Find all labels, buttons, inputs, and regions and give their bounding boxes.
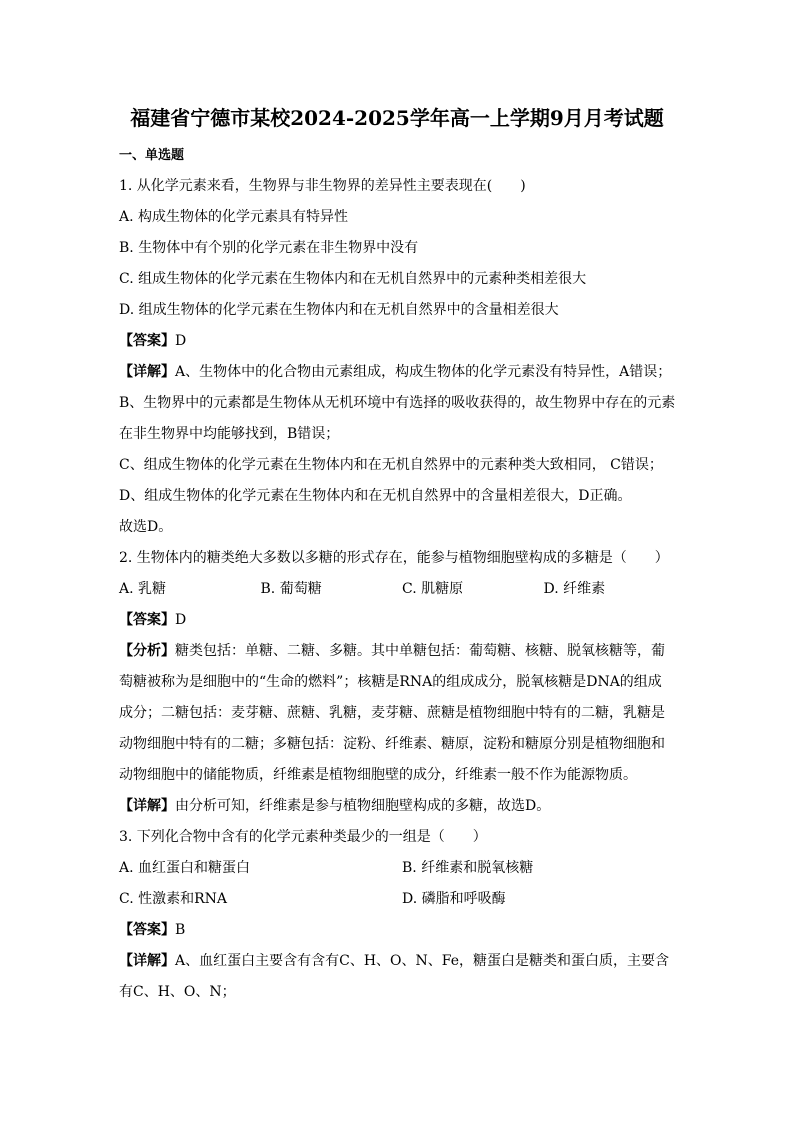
detail-text: A、血红蛋白主要含有含有C、H、O、N、Fe，糖蛋白是糖类和蛋白质，主要含 (175, 953, 669, 969)
option-c: C. 组成生物体的化学元素在生物体内和在无机自然界中的元素种类相差很大 (119, 271, 587, 287)
detail-line: C、组成生物体的化学元素在生物体内和在无机自然界中的元素种类大致相同， C错误； (119, 457, 663, 473)
detail-line (119, 946, 685, 977)
document-title: 福建省宁德市某校2024-2025学年高一上学期9月月考试题 (130, 106, 664, 130)
answer-line (119, 605, 685, 636)
question-3 (119, 822, 685, 1008)
option-a: A. 乳糖 (119, 581, 167, 597)
detail-line: 有C、H、O、N； (119, 984, 236, 1000)
analysis-tag: 【分析】 (119, 643, 175, 659)
detail-tag: 【详解】 (119, 953, 175, 969)
option-c: C. 肌糖原 (402, 581, 464, 597)
analysis-text: 糖类包括：单糖、二糖、多糖。其中单糖包括：葡萄糖、核糖、脱氧核糖等，葡 (175, 643, 665, 659)
document-body (119, 143, 685, 1008)
analysis-line (119, 636, 685, 667)
option-d: D. 磷脂和呼吸酶 (402, 891, 506, 907)
analysis-line: 动物细胞中特有的二糖；多糖包括：淀粉、纤维素、糖原，淀粉和糖原分别是植物细胞和 (119, 736, 665, 752)
detail-line: 故选D。 (119, 519, 173, 535)
detail-tag: 【详解】 (119, 798, 175, 814)
question-stem: 2. 生物体内的糖类绝大多数以多糖的形式存在，能参与植物细胞壁构成的多糖是（ ） (119, 550, 669, 566)
answer-value: D (175, 612, 187, 628)
answer-tag: 【答案】 (119, 922, 175, 938)
detail-line: B、生物界中的元素都是生物体从无机环境中有选择的吸收获得的，故生物界中存在的元素 (119, 395, 676, 411)
question-stem: 3. 下列化合物中含有的化学元素种类最少的一组是（ ） (119, 829, 487, 845)
option-c: C. 性激素和RNA (119, 891, 228, 907)
answer-tag: 【答案】 (119, 333, 175, 349)
question-2 (119, 543, 685, 822)
analysis-line: 成分；二糖包括：麦芽糖、蔗糖、乳糖，麦芽糖、蔗糖是植物细胞中特有的二糖，乳糖是 (119, 705, 665, 721)
answer-line (119, 915, 685, 946)
answer-value: B (175, 922, 186, 938)
option-d: D. 纤维素 (543, 581, 606, 597)
option-b: B. 葡萄糖 (260, 581, 322, 597)
analysis-line: 动物细胞中的储能物质，纤维素是植物细胞壁的成分，纤维素一般不作为能源物质。 (119, 767, 637, 783)
section-heading: 一、单选题 (119, 148, 185, 163)
options-row (119, 884, 685, 915)
detail-tag: 【详解】 (119, 364, 175, 380)
question-1 (119, 171, 685, 543)
detail-line: 在非生物界中均能够找到，B错误； (119, 426, 340, 442)
option-a: A. 构成生物体的化学元素具有特异性 (119, 209, 349, 225)
detail-line (119, 357, 685, 388)
options-row (119, 574, 685, 605)
detail-text: 由分析可知，纤维素是参与植物细胞壁构成的多糖，故选D。 (175, 798, 551, 814)
answer-tag: 【答案】 (119, 612, 175, 628)
question-stem: 1. 从化学元素来看，生物界与非生物界的差异性主要表现在( ) (119, 178, 526, 194)
option-a: A. 血红蛋白和糖蛋白 (119, 860, 251, 876)
detail-line (119, 791, 685, 822)
answer-line (119, 326, 685, 357)
answer-value: D (175, 333, 187, 349)
option-b: B. 生物体中有个别的化学元素在非生物界中没有 (119, 240, 419, 256)
detail-line: D、组成生物体的化学元素在生物体内和在无机自然界中的含量相差很大，D正确。 (119, 488, 632, 504)
analysis-line: 萄糖被称为是细胞中的“生命的燃料”；核糖是RNA的组成成分，脱氧核糖是DNA的组成 (119, 674, 662, 690)
option-b: B. 纤维素和脱氧核糖 (402, 860, 534, 876)
options-row (119, 853, 685, 884)
option-d: D. 组成生物体的化学元素在生物体内和在无机自然界中的含量相差很大 (119, 302, 559, 318)
detail-text: A、生物体中的化合物由元素组成，构成生物体的化学元素没有特异性，A错误； (175, 364, 672, 380)
